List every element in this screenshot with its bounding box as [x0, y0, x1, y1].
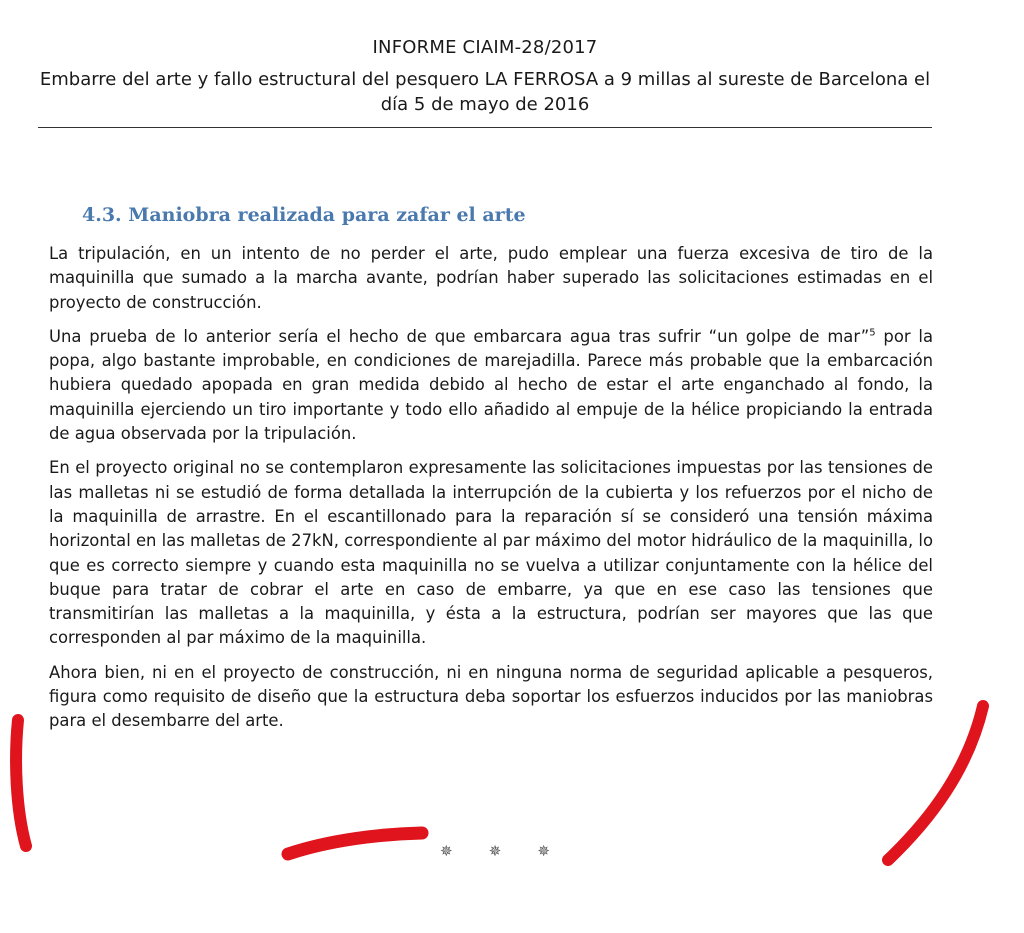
report-code: INFORME CIAIM-28/2017	[372, 37, 598, 58]
paragraph-2-end: por la popa, algo bastante improbable, en condiciones de marejadilla. Parece más probable que la embarcación hubiera quedado apopada en gran medida debido al hecho de estar el arte enganchado al fondo, la maquinilla ejerciendo un tiro importante y todo ello añadido al empuje de la hélice propiciando la entrada de agua observada por la tripulación.	[49, 326, 933, 444]
separator-star-icon: ✵	[537, 842, 550, 860]
paragraph-2-start: Una prueba de lo anterior sería el hecho de que embarcara agua tras sufrir “un golpe de mar”	[49, 326, 870, 346]
section-title: 4.3. Maniobra realizada para zafar el arte	[82, 204, 526, 226]
footnote-marker: 5	[869, 327, 876, 339]
separator-star-icon: ✵	[440, 842, 453, 860]
paragraph-4: Ahora bien, ni en el proyecto de construcción, ni en ninguna norma de seguridad aplicable a pesqueros, figura como requisito de diseño que la estructura deba soportar los esfuerzos inducidos por las maniobras para el desembarre del arte.	[49, 662, 933, 731]
paragraph-1: La tripulación, en un intento de no perder el arte, pudo emplear una fuerza excesiva de tiro de la maquinilla que sumado a la marcha avante, podrían haber superado las solicitaciones estimadas en el proyecto de construcción.	[49, 244, 933, 312]
red-mark-bottom	[288, 833, 422, 854]
red-mark-left	[16, 720, 26, 846]
separator-star-icon: ✵	[488, 842, 502, 860]
red-mark-right	[888, 706, 983, 860]
paragraph-3: En el proyecto original no se contemplaron expresamente las solicitaciones impuestas por las tensiones de las malletas ni se estudió de forma detallada la interrupción de la cubierta y los refuerzos por el nicho de la maquinilla de arrastre. En el escantillonado para la reparación sí se consideró una tensión máxima horizontal en las malletas de 27kN, correspondiente al par máximo del motor hidráulico de la maquinilla, lo que es correcto siempre y cuando esta maquinilla no se vuelva a utilizar conjuntamente con la hélice del buque para tratar de cobrar el arte en caso de embarre, ya que en ese caso las tensiones que transmitirían las malletas a la maquinilla, y ésta a la estructura, podrían ser mayores que las que corresponden al par máximo de la maquinilla.	[49, 458, 933, 648]
report-subject: Embarre del arte y fallo estructural del pesquero LA FERROSA a 9 millas al sureste de Barcelona el día 5 de mayo de 2016	[39, 69, 931, 115]
